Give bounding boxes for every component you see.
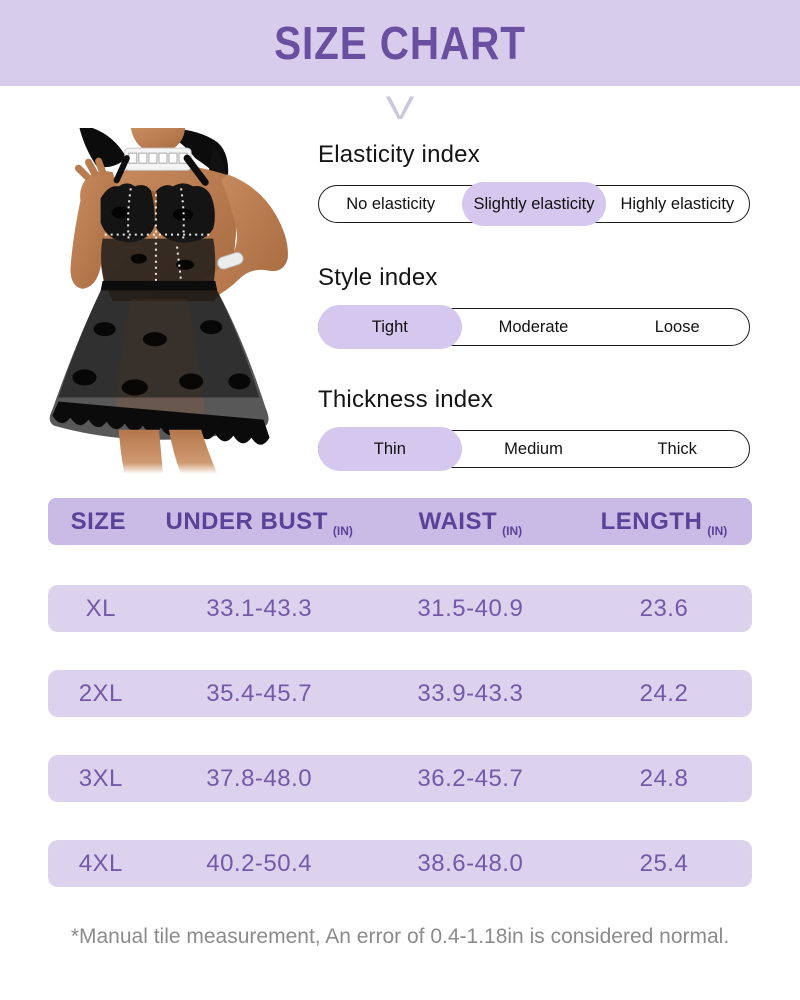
column-header-size: SIZE [70,507,126,535]
chevron-down-icon: V [385,90,415,126]
header-banner [0,0,800,86]
under-bust-value: 35.4-45.7 [206,679,313,707]
option-moderate: Moderate [498,317,569,336]
measurement-footnote: *Manual tile measurement, An error of 0.4-1.18in is considered normal. [70,925,730,948]
size-value: 3XL [78,764,123,792]
product-image [34,128,306,480]
option-slightly-elasticity: Slightly elasticity [462,182,605,226]
thickness-scale [318,430,750,468]
column-header-length: LENGTH $_{(IN)}$ [600,507,728,538]
column-header-waist: WAIST $_{(IN)}$ [418,507,523,538]
elasticity-index-section [318,141,750,223]
length-value: 24.2 [639,679,689,707]
waist-value: 33.9-43.3 [417,679,524,707]
elasticity-scale [318,185,750,223]
style-scale [318,308,750,346]
waist-value: 38.6-48.0 [417,849,524,877]
length-value: 23.6 [639,594,689,622]
size-value: 4XL [78,849,123,877]
table-row-3xl [48,755,752,802]
length-value: 24.8 [639,764,689,792]
size-value: XL [85,594,116,622]
option-loose: Loose [654,317,700,336]
length-value: 25.4 [639,849,689,877]
option-medium: Medium [504,439,563,458]
style-index-section [318,264,750,346]
table-row-xl [48,585,752,632]
option-tight: Tight [318,305,462,349]
thickness-index-title: Thickness index [318,386,494,413]
size-table-header [48,498,752,545]
option-thin: Thin [318,427,462,471]
table-row-4xl [48,840,752,887]
elasticity-index-title: Elasticity index [318,141,480,168]
thickness-index-section [318,386,750,468]
option-no-elasticity: No elasticity [346,194,436,213]
under-bust-value: 37.8-48.0 [206,764,313,792]
option-highly-elasticity: Highly elasticity [620,194,735,213]
style-index-title: Style index [318,264,438,291]
size-value: 2XL [78,679,123,707]
waist-value: 36.2-45.7 [417,764,524,792]
page-title: SIZE CHART [274,17,526,69]
table-row-2xl [48,670,752,717]
under-bust-value: 40.2-50.4 [206,849,313,877]
under-bust-value: 33.1-43.3 [206,594,313,622]
option-thick: Thick [657,439,697,458]
waist-value: 31.5-40.9 [417,594,524,622]
column-header-under-bust: UNDER BUST $_{(IN)}$ [165,507,353,538]
model-lace-babydoll-illustration [34,128,306,480]
